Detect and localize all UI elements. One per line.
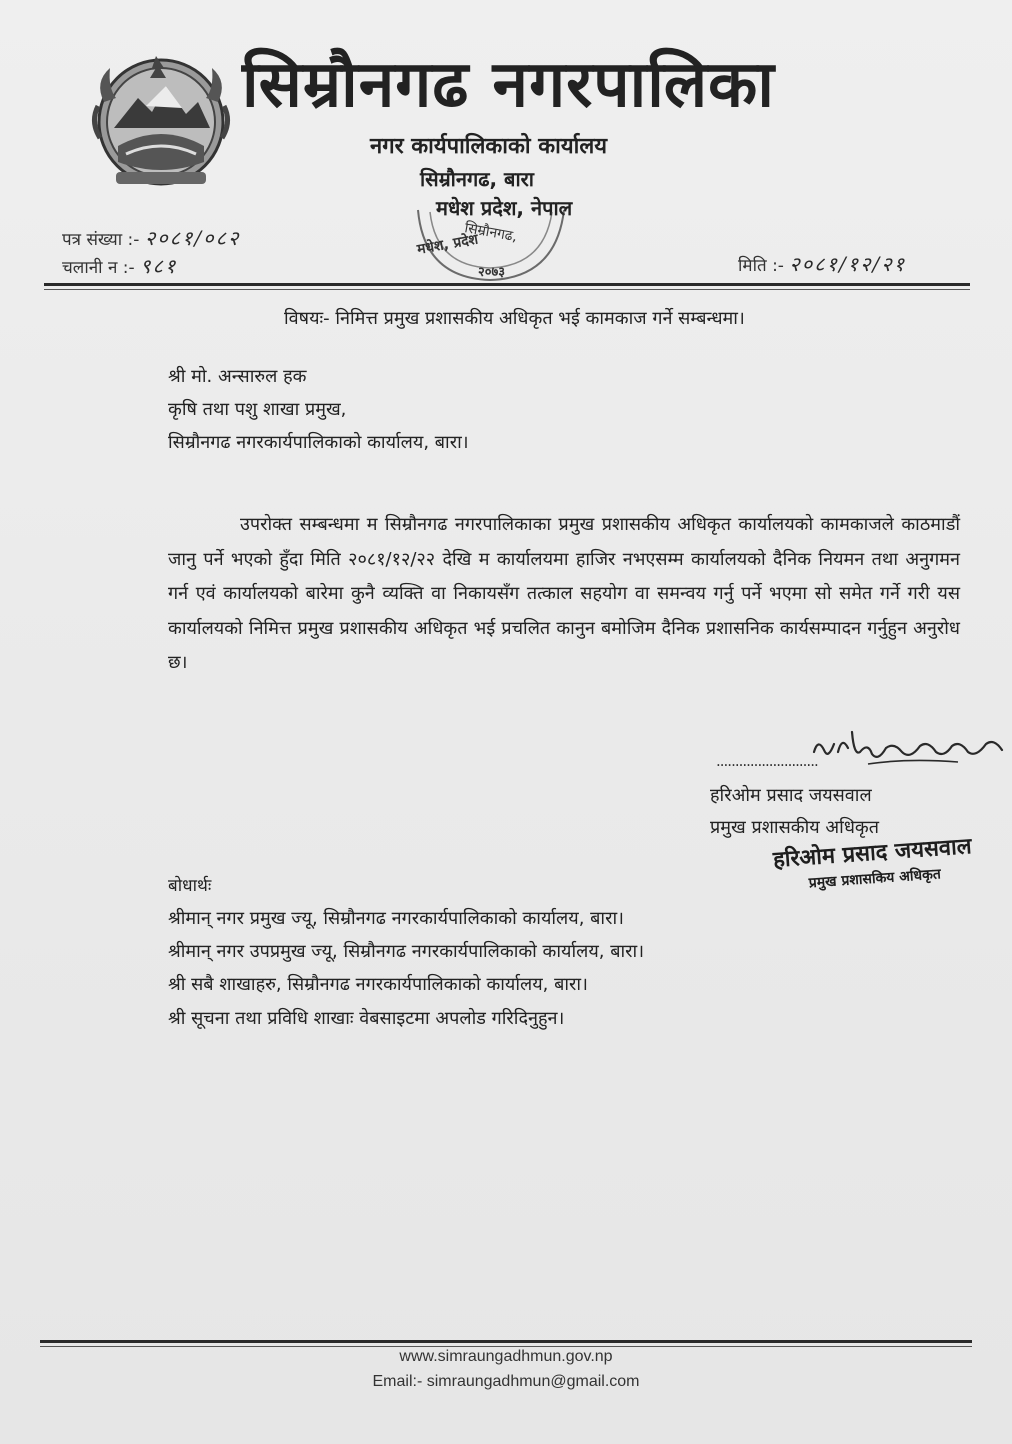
date-label: मिति :-: [738, 256, 784, 276]
recipient-position: कृषि तथा पशु शाखा प्रमुख,: [168, 399, 347, 420]
cc-item: श्रीमान् नगर उपप्रमुख ज्यू, सिम्रौनगढ नगरकार्यपालिकाको कार्यालय, बारा।: [168, 941, 645, 962]
cc-item: श्रीमान् नगर प्रमुख ज्यू, सिम्रौनगढ नगरकार्यपालिकाको कार्यालय, बारा।: [168, 908, 624, 929]
chalani-label: चलानी न :-: [62, 258, 135, 278]
footer-email: Email:- simraungadhmun@gmail.com: [372, 1373, 640, 1390]
address-line-2: मधेश प्रदेश, नेपाल: [436, 196, 573, 220]
chalani-number: [62, 252, 177, 279]
recipient-name: श्री मो. अन्सारुल हक: [168, 366, 307, 387]
footer-divider-thin: [40, 1346, 972, 1347]
footer-website: www.simraungadhmun.gov.np: [399, 1348, 613, 1365]
municipality-title: सिम्रौनगढ नगरपालिका: [242, 48, 775, 122]
address-line-1: सिम्रौनगढ, बारा: [420, 167, 534, 191]
handwritten-signature-icon: [808, 722, 1008, 772]
signature-stamp-title: प्रमुख प्रशासकिय अधिकृत: [808, 866, 942, 892]
nepal-emblem-icon: [86, 42, 236, 192]
patra-sankhya-label: पत्र संख्या :-: [62, 230, 140, 250]
signature-stamp: [772, 830, 974, 895]
letter-body: उपरोक्त सम्बन्धमा म सिम्रौनगढ नगरपालिकाका प्रमुख प्रशासकीय अधिकृत कार्यालयको कामकाजले काठमाडौं जानु पर्ने भएको हुँदा मिति २०८१/१२/२२ देखि म कार्यालयमा हाजिर नभएसम्म कार्यालयको दैनिक नियमन तथा अनुगमन गर्न एवं कार्यालयको बारेमा कुनै व्यक्ति वा निकायसँग तत्काल सहयोग वा समन्वय गर्नु पर्ने भएमा सो समेत गर्ने गरी यस कार्यालयको निमित्त प्रमुख प्रशासकीय अधिकृत भई प्रचलित कानुन बमोजिम दैनिक प्रशासनिक कार्यसम्पादन गर्नुहुन अनुरोध छ।: [168, 514, 960, 673]
stamp-year: २०७३: [478, 265, 506, 280]
letter-subject: विषयः- निमित्त प्रमुख प्रशासकीय अधिकृत भई कामकाज गर्ने सम्बन्धमा।: [284, 308, 745, 329]
header-divider-thick: [44, 283, 970, 286]
cc-heading: बोधार्थः: [168, 876, 212, 896]
patra-sankhya: [62, 224, 240, 251]
cc-item: श्री सबै शाखाहरु, सिम्रौनगढ नगरकार्यपालिकाको कार्यालय, बारा।: [168, 974, 588, 995]
chalani-value: ९८१: [140, 254, 178, 278]
header-divider-thin: [44, 289, 970, 290]
signature-stamp-name: हरिओम प्रसाद जयसवाल: [772, 834, 973, 873]
office-stamp-icon: [404, 166, 574, 284]
signer-name: हरिओम प्रसाद जयसवाल: [710, 785, 872, 806]
signer-title: प्रमुख प्रशासकीय अधिकृत: [710, 817, 879, 838]
patra-sankhya-value: २०८१/०८२: [144, 226, 241, 250]
office-subtitle: नगर कार्यपालिकाको कार्यालय: [370, 134, 607, 159]
stamp-text-1: सिम्रौनगढ,: [463, 220, 519, 246]
letter-date: [738, 250, 906, 277]
cc-item: श्री सूचना तथा प्रविधि शाखाः वेबसाइटमा अपलोड गरिदिनुहुन।: [168, 1008, 565, 1029]
stamp-text-2: मधेश, प्रदेश: [415, 231, 480, 258]
recipient-office: सिम्रौनगढ नगरकार्यपालिकाको कार्यालय, बारा।: [168, 432, 469, 453]
date-value: २०८१/१२/२१: [789, 252, 907, 276]
signature-dotted-line: ...........................: [716, 752, 818, 770]
footer-divider-thick: [40, 1340, 972, 1343]
